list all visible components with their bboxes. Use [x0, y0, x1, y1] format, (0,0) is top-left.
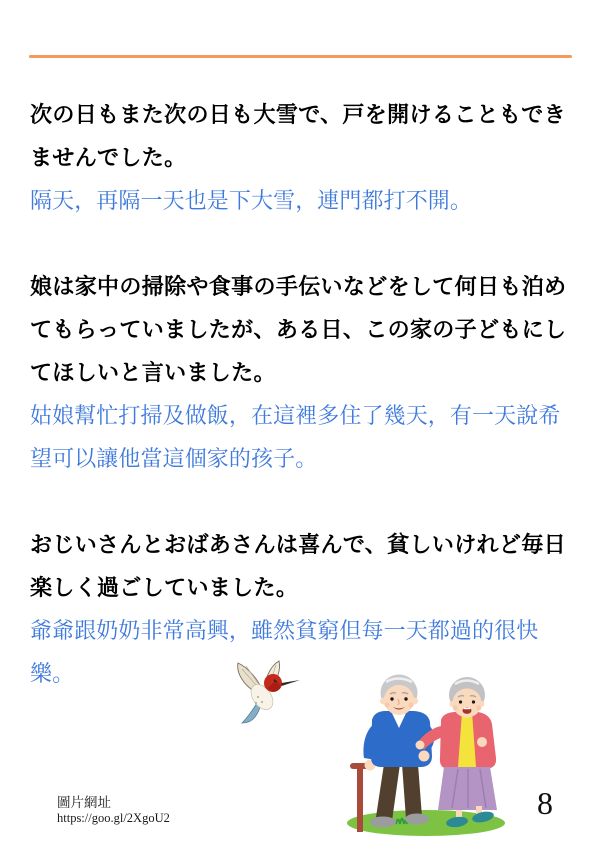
image-source-url: https://goo.gl/2XgoU2	[57, 811, 170, 825]
chinese-translation-line: 姑娘幫忙打掃及做飯，在這裡多住了幾天，有一天說希	[30, 403, 561, 428]
japanese-text-line: 娘は家中の掃除や食事の手伝いなどをして何日も泊め	[30, 274, 567, 299]
japanese-text-line: 楽しく過ごしていました。	[30, 575, 299, 600]
japanese-text-line: ませんでした。	[30, 145, 187, 170]
image-source-label: 圖片網址	[57, 795, 111, 810]
chinese-translation-line: 爺爺跟奶奶非常高興，雖然貧窮但每一天都過的很快	[30, 618, 539, 643]
chinese-translation-line: 樂。	[30, 661, 75, 686]
paragraph-group-2	[30, 265, 578, 480]
paragraph-group-1	[30, 93, 578, 222]
japanese-text-line: 次の日もまた次の日も大雪で、戸を開けることもでき	[30, 102, 566, 127]
japanese-text-line: てほしいと言いました。	[30, 360, 276, 385]
image-source-note	[57, 795, 170, 826]
story-text	[30, 93, 578, 695]
chinese-translation-line: 隔天，再隔一天也是下大雪，連門都打不開。	[30, 188, 473, 213]
elderly-couple-illustration	[340, 666, 506, 838]
japanese-text-line: おじいさんとおばあさんは喜んで、貧しいけれど毎日	[30, 532, 566, 557]
top-divider-line	[29, 55, 572, 58]
hummingbird-illustration	[232, 657, 302, 729]
chinese-translation-line: 望可以讓他當這個家的孩子。	[30, 446, 318, 471]
japanese-text-line: てもらっていましたが、ある日、この家の子どもにし	[30, 317, 567, 342]
page-number: 8	[537, 785, 553, 821]
